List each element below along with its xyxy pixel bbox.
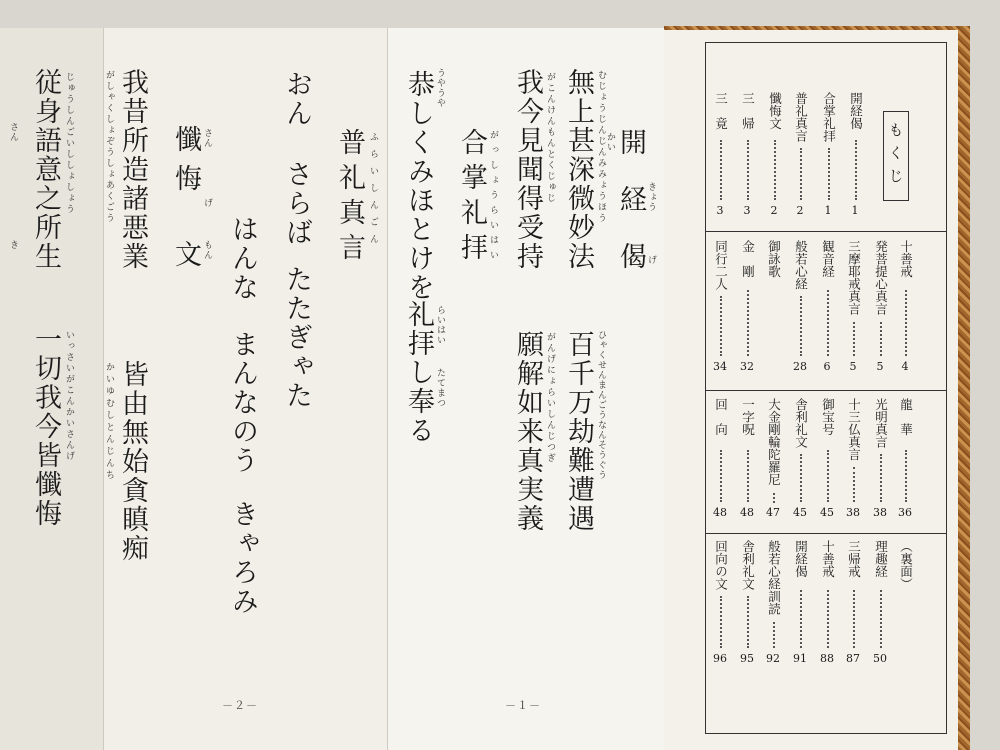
toc-leader-dots — [800, 296, 802, 356]
toc-page-number: 92 — [766, 652, 780, 665]
furigana: がっしょうらいはい — [488, 130, 498, 265]
toc-entry-label[interactable]: 三帰戒 — [846, 540, 862, 578]
toc-entry-label[interactable]: 回 向 — [713, 398, 729, 436]
toc-page-number: 3 — [716, 204, 724, 217]
toc-leader-dots — [747, 596, 749, 648]
toc-entry-label[interactable]: 般若心経 — [793, 240, 809, 290]
toc-leader-dots — [747, 290, 749, 356]
furigana: がしゃくしょぞうしょあくごう — [104, 70, 114, 224]
toc-page-number: 2 — [770, 204, 778, 217]
text-column: はんな — [227, 215, 258, 302]
toc-entry-label[interactable]: 御宝号 — [820, 398, 836, 436]
toc-page-number: 1 — [824, 204, 832, 217]
toc-page-number: 36 — [898, 506, 912, 519]
toc-entry-label[interactable]: 発菩提心真言 — [873, 240, 889, 315]
text-column: 経 — [615, 185, 646, 214]
toc-leader-dots — [880, 322, 882, 356]
toc-title: もくじ — [883, 111, 909, 201]
toc-entry-label[interactable]: 開経偈 — [793, 540, 809, 578]
text-column: 我昔所造諸悪業 — [117, 68, 148, 271]
toc-leader-dots — [827, 290, 829, 356]
page-number: －１－ — [505, 699, 541, 712]
toc-entry-label[interactable]: 三 竟 — [713, 92, 729, 130]
toc-entry-label[interactable]: 般若心経訓読 — [766, 540, 782, 615]
furigana: かい — [605, 132, 615, 152]
toc-page-number: 38 — [873, 506, 887, 519]
text-column: 偈 — [615, 242, 646, 271]
text-column: たたぎゃた — [281, 265, 312, 410]
toc-entry-label[interactable]: 十善戒 — [898, 240, 914, 278]
toc-page-number: 45 — [820, 506, 834, 519]
furigana: げ — [646, 255, 656, 265]
toc-leader-dots — [720, 450, 722, 502]
toc-page-number: 95 — [740, 652, 754, 665]
toc-page-number: 5 — [849, 360, 857, 373]
toc-leader-dots — [827, 450, 829, 502]
toc-page-number: 3 — [743, 204, 751, 217]
toc-entry-label[interactable]: 十善戒 — [820, 540, 836, 578]
text-column: 恭しくみほとけを — [403, 70, 434, 302]
toc-entry-label[interactable]: 龍 華 — [898, 398, 914, 436]
furigana: らいはい — [435, 305, 445, 345]
toc-divider — [706, 231, 946, 232]
toc-entry-label[interactable]: 光明真言 — [873, 398, 889, 448]
furigana: ひゃくせんまんごうなんそうぐう — [596, 330, 606, 480]
text-column: 一切我今皆懺悔 — [30, 325, 61, 528]
toc-entry-label[interactable]: 金 剛 — [740, 240, 756, 278]
toc-entry-label[interactable]: 普礼真言 — [793, 92, 809, 142]
toc-leader-dots — [827, 590, 829, 648]
text-column: 願解如来真実義 — [512, 330, 543, 533]
toc-entry-label[interactable]: 合掌礼拝 — [821, 92, 837, 142]
furigana: かいゆむしとんじんち — [104, 362, 114, 482]
toc-page-number: 38 — [846, 506, 860, 519]
toc-page-number: 1 — [851, 204, 859, 217]
toc-page-number: 47 — [766, 506, 780, 519]
furigana: いっさいがこんかいさんげ — [64, 330, 74, 462]
toc-leader-dots — [774, 140, 776, 200]
toc-leader-dots — [905, 290, 907, 356]
toc-leader-dots — [747, 140, 749, 200]
toc-entry-label[interactable]: 三 帰 — [740, 92, 756, 130]
toc-leader-dots — [720, 596, 722, 648]
toc-leader-dots — [773, 493, 775, 503]
text-column: 百千万劫難遭遇 — [563, 330, 594, 533]
toc-page-number: 48 — [713, 506, 727, 519]
furigana: がこんけんもんとくじゅじ — [545, 72, 555, 204]
text-column: 普礼真言 — [334, 128, 365, 268]
toc-page-number: 87 — [846, 652, 860, 665]
toc-entry-label[interactable]: 懺悔文 — [767, 92, 783, 130]
toc-entry-label[interactable]: 回向の文 — [713, 540, 729, 590]
toc-page-number: 50 — [873, 652, 887, 665]
text-column: おん — [281, 70, 312, 128]
toc-leader-dots — [853, 467, 855, 502]
toc-entry-label[interactable]: 御詠歌 — [766, 240, 782, 278]
toc-leader-dots — [800, 148, 802, 200]
furigana: うやうや — [435, 68, 445, 108]
furigana: むじょうじんじんみみょうほう — [596, 70, 606, 224]
toc-entry-label[interactable]: 一字呪 — [740, 398, 756, 436]
toc-entry-label[interactable]: 開経偈 — [848, 92, 864, 130]
toc-divider — [706, 533, 946, 534]
toc-entry-label[interactable]: 同行二人 — [713, 240, 729, 290]
toc-page-number: 5 — [876, 360, 884, 373]
toc-page-number: 4 — [901, 360, 909, 373]
toc-page-number: 48 — [740, 506, 754, 519]
text-column: 文 — [170, 240, 201, 269]
toc-frame — [705, 42, 947, 734]
toc-page-number: 96 — [713, 652, 727, 665]
furigana: きょう — [646, 182, 656, 212]
furigana: さん — [8, 122, 18, 142]
text-column: 開 — [615, 128, 646, 157]
toc-entry-label[interactable]: 十三仏真言 — [846, 398, 862, 461]
toc-entry-label[interactable]: （裏面） — [898, 540, 914, 590]
toc-page-number: 45 — [793, 506, 807, 519]
toc-entry-label[interactable]: 理趣経 — [873, 540, 889, 578]
toc-leader-dots — [773, 622, 775, 648]
furigana: げ — [202, 198, 212, 208]
furigana: さん — [202, 128, 212, 148]
toc-leader-dots — [880, 454, 882, 502]
toc-entry-label[interactable]: 舎利礼文 — [793, 398, 809, 448]
text-column: 懺悔 — [170, 125, 201, 203]
toc-leader-dots — [720, 296, 722, 356]
furigana: がんげにょらいしんじつぎ — [545, 332, 555, 464]
text-column: 礼拝し奉る — [403, 300, 434, 445]
toc-leader-dots — [747, 450, 749, 502]
toc-leader-dots — [800, 454, 802, 502]
toc-leader-dots — [800, 590, 802, 648]
text-column: 従身語意之所生 — [30, 68, 61, 271]
toc-page-number: 88 — [820, 652, 834, 665]
page-number: －２－ — [222, 699, 258, 712]
furigana: たてまつ — [435, 368, 445, 408]
toc-page-number: 28 — [793, 360, 807, 373]
furigana: もん — [202, 240, 212, 260]
text-column: 皆由無始貪瞋痴 — [117, 360, 148, 563]
toc-entry-label[interactable]: 大金剛輪陀羅尼 — [766, 398, 782, 486]
toc-divider — [706, 390, 946, 391]
toc-page-number: 91 — [793, 652, 807, 665]
toc-leader-dots — [720, 140, 722, 200]
furigana: じゅうしんごいししょしょう — [64, 72, 74, 215]
furigana: き — [8, 240, 18, 250]
toc-page-number: 32 — [740, 360, 754, 373]
text-column: さらば — [281, 160, 312, 247]
text-column: 我今見聞得受持 — [512, 68, 543, 271]
text-column: きゃろみ — [227, 500, 258, 616]
toc-page-number: 34 — [713, 360, 727, 373]
toc-leader-dots — [880, 590, 882, 648]
toc-entry-label[interactable]: 観音経 — [820, 240, 836, 278]
toc-entry-label[interactable]: 舎利礼文 — [740, 540, 756, 590]
toc-entry-label[interactable]: 三摩耶戒真言 — [846, 240, 862, 315]
toc-leader-dots — [853, 590, 855, 648]
toc-leader-dots — [905, 450, 907, 502]
toc-leader-dots — [828, 148, 830, 200]
toc-leader-dots — [853, 322, 855, 356]
text-column: 無上甚深微妙法 — [563, 68, 594, 271]
toc-page-number: 2 — [796, 204, 804, 217]
text-column: 合掌礼拝 — [456, 128, 487, 268]
text-column: まんなのう — [227, 330, 258, 475]
toc-leader-dots — [855, 140, 857, 200]
toc-page-number: 6 — [823, 360, 831, 373]
furigana: ふらいしんごん — [368, 132, 378, 251]
